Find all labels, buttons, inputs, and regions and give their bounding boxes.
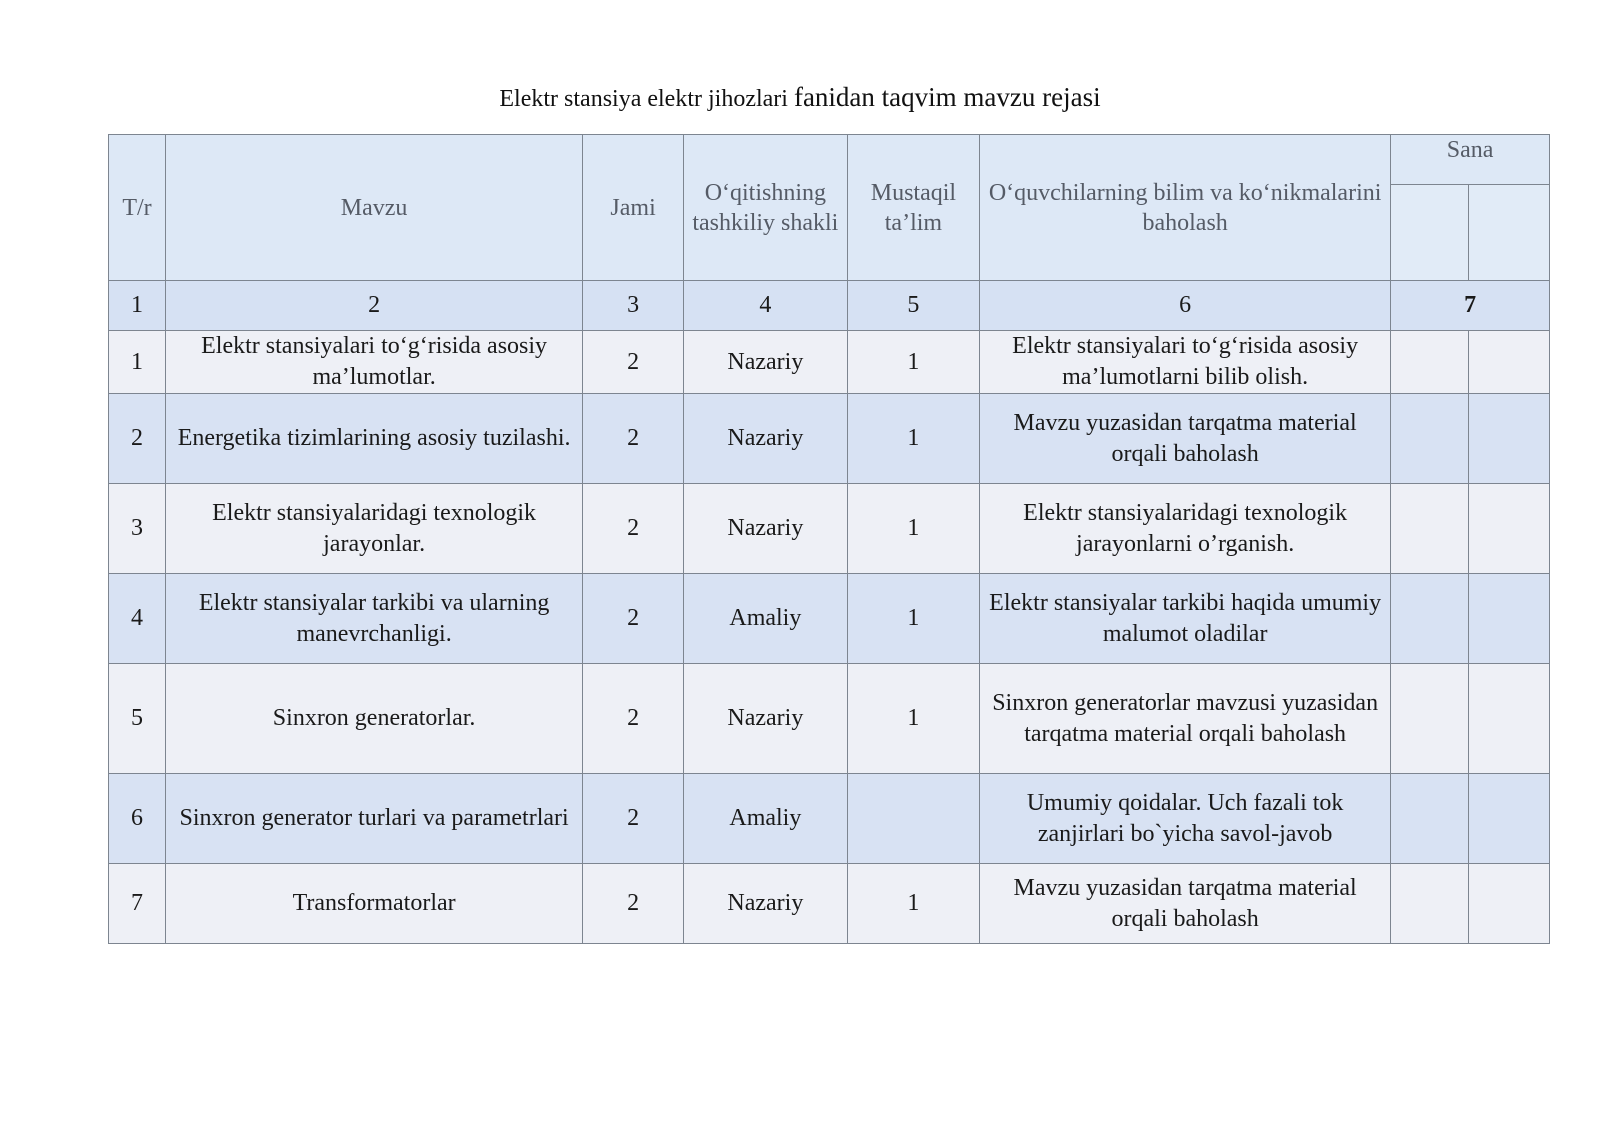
date-cell bbox=[1468, 864, 1549, 944]
date-cell bbox=[1468, 331, 1549, 394]
column-number: 2 bbox=[165, 281, 582, 331]
form-cell: Nazariy bbox=[683, 331, 847, 394]
header-mustaqil: Mustaqil ta’lim bbox=[847, 135, 979, 281]
assessment-cell: Elektr stansiyalaridagi texnologik jarayonlarni o’rganish. bbox=[980, 484, 1391, 574]
independent-study-cell: 1 bbox=[847, 664, 979, 774]
form-cell: Amaliy bbox=[683, 774, 847, 864]
table-row bbox=[109, 331, 1550, 394]
topic-cell: Sinxron generator turlari va parametrlari bbox=[165, 774, 582, 864]
header-shakli: O‘qitishning tashkiliy shakli bbox=[683, 135, 847, 281]
total-hours-cell: 2 bbox=[583, 574, 684, 664]
total-hours-cell: 2 bbox=[583, 484, 684, 574]
assessment-cell: Mavzu yuzasidan tarqatma material orqali baholash bbox=[980, 864, 1391, 944]
table-row bbox=[109, 864, 1550, 944]
form-cell: Nazariy bbox=[683, 864, 847, 944]
independent-study-cell: 1 bbox=[847, 864, 979, 944]
header-mavzu: Mavzu bbox=[165, 135, 582, 281]
table-row bbox=[109, 394, 1550, 484]
calendar-plan-table bbox=[108, 134, 1550, 944]
form-cell: Nazariy bbox=[683, 394, 847, 484]
assessment-cell: Mavzu yuzasidan tarqatma material orqali baholash bbox=[980, 394, 1391, 484]
date-cell bbox=[1391, 664, 1468, 774]
column-number: 3 bbox=[583, 281, 684, 331]
assessment-cell: Elektr stansiyalari to‘g‘risida asosiy ma’lumotlarni bilib olish. bbox=[980, 331, 1391, 394]
topic-cell: Elektr stansiyalaridagi texnologik jarayonlar. bbox=[165, 484, 582, 574]
table-row bbox=[109, 664, 1550, 774]
assessment-cell: Sinxron generatorlar mavzusi yuzasidan tarqatma material orqali baholash bbox=[980, 664, 1391, 774]
row-number: 7 bbox=[109, 864, 166, 944]
date-cell bbox=[1391, 331, 1468, 394]
form-cell: Nazariy bbox=[683, 664, 847, 774]
date-cell bbox=[1391, 574, 1468, 664]
independent-study-cell: 1 bbox=[847, 484, 979, 574]
total-hours-cell: 2 bbox=[583, 331, 684, 394]
row-number: 6 bbox=[109, 774, 166, 864]
date-cell bbox=[1391, 864, 1468, 944]
total-hours-cell: 2 bbox=[583, 774, 684, 864]
date-cell bbox=[1468, 664, 1549, 774]
title-subject: Elektr stansiya elektr jihozlari bbox=[499, 86, 794, 112]
assessment-cell: Umumiy qoidalar. Uch fazali tok zanjirlari bo`yicha savol-javob bbox=[980, 774, 1391, 864]
column-number: 6 bbox=[980, 281, 1391, 331]
table-row bbox=[109, 574, 1550, 664]
date-cell bbox=[1468, 484, 1549, 574]
date-cell bbox=[1391, 394, 1468, 484]
date-cell bbox=[1391, 484, 1468, 574]
row-number: 2 bbox=[109, 394, 166, 484]
independent-study-cell: 1 bbox=[847, 394, 979, 484]
topic-cell: Transformatorlar bbox=[165, 864, 582, 944]
table-row bbox=[109, 484, 1550, 574]
topic-cell: Elektr stansiyalari to‘g‘risida asosiy ma’lumotlar. bbox=[165, 331, 582, 394]
topic-cell: Elektr stansiyalar tarkibi va ularning manevrchanligi. bbox=[165, 574, 582, 664]
independent-study-cell: 1 bbox=[847, 331, 979, 394]
assessment-cell: Elektr stansiyalar tarkibi haqida umumiy malumot oladilar bbox=[980, 574, 1391, 664]
independent-study-cell: 1 bbox=[847, 574, 979, 664]
header-baholash: O‘quvchilarning bilim va ko‘nikmalarini baholash bbox=[980, 135, 1391, 281]
document-title bbox=[0, 82, 1600, 113]
date-cell bbox=[1391, 774, 1468, 864]
header-sana: Sana bbox=[1391, 135, 1550, 185]
column-number: 5 bbox=[847, 281, 979, 331]
date-cell bbox=[1468, 574, 1549, 664]
table-row bbox=[109, 774, 1550, 864]
header-tr: T/r bbox=[109, 135, 166, 281]
date-cell bbox=[1468, 774, 1549, 864]
header-jami: Jami bbox=[583, 135, 684, 281]
column-number: 4 bbox=[683, 281, 847, 331]
sana-subcell bbox=[1468, 185, 1549, 281]
topic-cell: Energetika tizimlarining asosiy tuzilashi. bbox=[165, 394, 582, 484]
sana-subcell bbox=[1391, 185, 1468, 281]
independent-study-cell bbox=[847, 774, 979, 864]
column-number: 7 bbox=[1391, 281, 1550, 331]
topic-cell: Sinxron generatorlar. bbox=[165, 664, 582, 774]
row-number: 3 bbox=[109, 484, 166, 574]
date-cell bbox=[1468, 394, 1549, 484]
row-number: 1 bbox=[109, 331, 166, 394]
form-cell: Nazariy bbox=[683, 484, 847, 574]
title-rest: fanidan taqvim mavzu rejasi bbox=[793, 82, 1101, 112]
total-hours-cell: 2 bbox=[583, 664, 684, 774]
total-hours-cell: 2 bbox=[583, 864, 684, 944]
column-number: 1 bbox=[109, 281, 166, 331]
row-number: 5 bbox=[109, 664, 166, 774]
row-number: 4 bbox=[109, 574, 166, 664]
total-hours-cell: 2 bbox=[583, 394, 684, 484]
form-cell: Amaliy bbox=[683, 574, 847, 664]
